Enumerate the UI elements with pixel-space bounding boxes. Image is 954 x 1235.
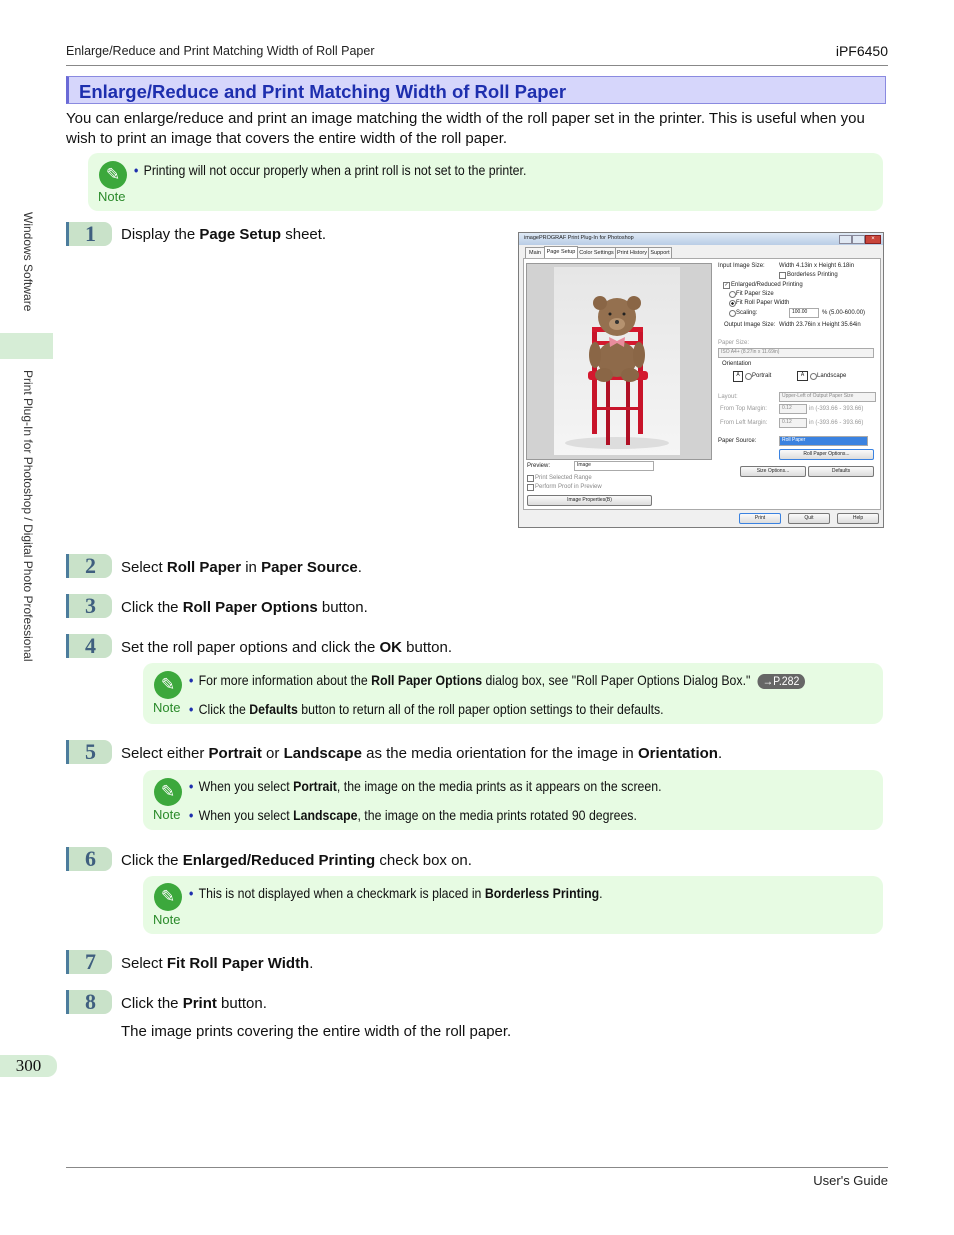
running-header-title: Enlarge/Reduce and Print Matching Width of Roll Paper bbox=[66, 44, 375, 58]
step-3-text: Click the Roll Paper Options button. bbox=[121, 599, 368, 616]
enlarged-reduced-checkbox[interactable]: ✓ bbox=[724, 282, 729, 288]
note-pencil-icon: ✎ bbox=[99, 161, 127, 189]
quit-button[interactable]: Quit bbox=[788, 513, 830, 524]
note-item: • When you select Portrait, the image on the media prints as it appears on the screen. bbox=[189, 778, 662, 794]
dialog-title-bar bbox=[519, 233, 883, 245]
landscape-label: Landscape bbox=[817, 373, 847, 379]
input-image-size-value: Width 4.13in x Height 6.18in bbox=[779, 263, 855, 269]
from-top-input[interactable]: 0.12 bbox=[779, 404, 807, 414]
step-1-text: Display the Page Setup sheet. bbox=[121, 226, 327, 243]
note-label: Note bbox=[153, 700, 181, 715]
print-button[interactable]: Print bbox=[739, 513, 781, 524]
step-4-text: Set the roll paper options and click the OK button. bbox=[121, 639, 453, 656]
image-preview bbox=[526, 263, 712, 460]
tab-page-setup[interactable]: Page Setup bbox=[544, 246, 578, 259]
note-box-step-5 bbox=[143, 770, 883, 830]
note-box-step-6 bbox=[143, 876, 883, 934]
fit-paper-size-label: Fit Paper Size bbox=[736, 291, 774, 297]
bullet-icon: • bbox=[189, 701, 194, 717]
note-pencil-icon: ✎ bbox=[154, 883, 182, 911]
output-image-size-label: Output Image Size: bbox=[724, 322, 776, 328]
step-number-4: 4 bbox=[66, 634, 112, 658]
minimize-icon[interactable] bbox=[839, 235, 852, 244]
step-number-3: 3 bbox=[66, 594, 112, 618]
step-number-8: 8 bbox=[66, 990, 112, 1014]
borderless-label: Borderless Printing bbox=[787, 272, 838, 278]
from-left-label: From Left Margin: bbox=[720, 420, 768, 426]
scaling-range: % (5.00-600.00) bbox=[822, 310, 866, 316]
paper-size-select[interactable]: ISO A4+ (8.27in x 11.69in) bbox=[718, 348, 874, 358]
maximize-icon[interactable] bbox=[852, 235, 865, 244]
preview-photo bbox=[554, 267, 680, 455]
print-selected-range-checkbox[interactable] bbox=[527, 475, 534, 482]
step-number-1: 1 bbox=[66, 222, 112, 246]
landscape-icon: A bbox=[797, 371, 808, 381]
note-item: • For more information about the Roll Paper Options dialog box, see "Roll Paper Options Dialog Box." →P.282 bbox=[189, 670, 805, 690]
teddy-bear-on-chair-image bbox=[554, 267, 680, 455]
size-options-button[interactable]: Size Options... bbox=[740, 466, 806, 477]
tab-color-settings[interactable]: Color Settings bbox=[577, 247, 616, 260]
orientation-label: Orientation bbox=[722, 361, 752, 367]
note-pencil-icon: ✎ bbox=[154, 778, 182, 806]
bullet-icon: • bbox=[189, 885, 194, 901]
page-title: Enlarge/Reduce and Print Matching Width of Roll Paper bbox=[79, 81, 567, 102]
image-properties-button[interactable]: Image Properties(B) bbox=[527, 495, 652, 506]
print-selected-range-label: Print Selected Range bbox=[535, 475, 592, 481]
step-number-6: 6 bbox=[66, 847, 112, 871]
dialog-title: imagePROGRAF Print Plug-In for Photoshop bbox=[524, 235, 634, 241]
header-rule bbox=[66, 65, 888, 66]
note-label: Note bbox=[98, 189, 126, 204]
bullet-icon: • bbox=[189, 672, 194, 688]
portrait-radio[interactable] bbox=[745, 373, 752, 380]
bullet-icon: • bbox=[189, 778, 194, 794]
page-number: 300 bbox=[0, 1055, 57, 1077]
perform-proof-label: Perform Proof in Preview bbox=[535, 484, 602, 490]
borderless-checkbox[interactable] bbox=[779, 272, 786, 279]
step-8-result: The image prints covering the entire width of the roll paper. bbox=[121, 1023, 512, 1040]
input-image-size-label: Input Image Size: bbox=[718, 263, 765, 269]
step-number-5: 5 bbox=[66, 740, 112, 764]
fit-paper-size-radio[interactable] bbox=[729, 291, 736, 298]
note-item: • This is not displayed when a checkmark is placed in Borderless Printing. bbox=[189, 885, 603, 901]
defaults-button[interactable]: Defaults bbox=[808, 466, 874, 477]
step-number-2: 2 bbox=[66, 554, 112, 578]
note-item: • When you select Landscape, the image on the media prints rotated 90 degrees. bbox=[189, 807, 637, 823]
step-7-text: Select Fit Roll Paper Width. bbox=[121, 955, 314, 972]
intro-paragraph: You can enlarge/reduce and print an image matching the width of the roll paper set in the printer. This is useful when you wish to print an image that covers the entire width of the roll paper. bbox=[66, 110, 865, 147]
note-item bbox=[134, 160, 526, 180]
output-image-size-value: Width 23.76in x Height 35.64in bbox=[779, 322, 861, 328]
step-8-text: Click the Print button. bbox=[121, 995, 267, 1012]
note-box-step-4 bbox=[143, 663, 883, 724]
page-setup-screenshot bbox=[518, 232, 884, 528]
note-item-text: Printing will not occur properly when a print roll is not set to the printer. bbox=[143, 162, 527, 178]
fit-roll-paper-width-radio[interactable] bbox=[729, 300, 736, 307]
layout-select[interactable]: Upper-Left of Output Paper Size bbox=[779, 392, 876, 402]
from-left-range: in (-393.66 - 393.66) bbox=[809, 420, 864, 426]
portrait-icon: A bbox=[733, 371, 743, 382]
step-6-text: Click the Enlarged/Reduced Printing check box on. bbox=[121, 852, 472, 869]
sidebar-text-2: Print Plug-In for Photoshop / Digital Photo Professional bbox=[21, 370, 35, 662]
from-left-input[interactable]: 0.12 bbox=[779, 418, 807, 428]
from-top-label: From Top Margin: bbox=[720, 406, 767, 412]
help-button[interactable]: Help bbox=[837, 513, 879, 524]
close-icon[interactable]: × bbox=[865, 235, 881, 244]
bullet-icon: • bbox=[134, 162, 139, 178]
fit-roll-paper-width-label: Fit Roll Paper Width bbox=[736, 300, 790, 306]
note-label: Note bbox=[153, 807, 181, 822]
portrait-label: Portrait bbox=[752, 373, 772, 379]
scaling-input[interactable]: 100.00 bbox=[789, 308, 819, 318]
step-5-text: Select either Portrait or Landscape as the media orientation for the image in Orientation. bbox=[121, 745, 723, 762]
section-title-bar bbox=[66, 76, 886, 104]
landscape-radio[interactable] bbox=[810, 373, 817, 380]
roll-paper-options-button[interactable]: Roll Paper Options... bbox=[779, 449, 874, 460]
scaling-radio[interactable] bbox=[729, 310, 736, 317]
tab-print-history[interactable]: Print History bbox=[615, 247, 649, 260]
paper-size-label: Paper Size: bbox=[718, 340, 750, 346]
note-label: Note bbox=[153, 912, 181, 927]
sidebar-tab-marker bbox=[0, 333, 53, 359]
preview-select[interactable]: Image bbox=[574, 461, 654, 471]
preview-label: Preview: bbox=[527, 463, 551, 469]
bullet-icon: • bbox=[189, 807, 194, 823]
perform-proof-checkbox[interactable] bbox=[527, 484, 534, 491]
sidebar-text-1: Windows Software bbox=[21, 212, 35, 312]
running-header-model: iPF6450 bbox=[835, 43, 888, 59]
from-top-range: in (-393.66 - 393.66) bbox=[809, 406, 864, 412]
enlarged-reduced-label: Enlarged/Reduced Printing bbox=[731, 282, 803, 288]
footer-rule bbox=[66, 1167, 888, 1168]
paper-source-label: Paper Source: bbox=[718, 438, 757, 444]
scaling-label: Scaling: bbox=[736, 310, 758, 316]
tab-support[interactable]: Support bbox=[648, 247, 672, 260]
tab-main[interactable]: Main bbox=[525, 247, 545, 260]
layout-label: Layout: bbox=[718, 394, 738, 400]
note-box-1 bbox=[88, 153, 883, 211]
step-number-7: 7 bbox=[66, 950, 112, 974]
paper-source-select[interactable]: Roll Paper bbox=[779, 436, 868, 446]
page-reference-link[interactable]: →P.282 bbox=[757, 674, 804, 689]
note-item: • Click the Defaults button to return all of the roll paper option settings to their defaults. bbox=[189, 701, 664, 717]
step-2-text: Select Roll Paper in Paper Source. bbox=[121, 559, 362, 576]
footer-guide-title: User's Guide bbox=[813, 1173, 888, 1188]
note-pencil-icon: ✎ bbox=[154, 671, 182, 699]
